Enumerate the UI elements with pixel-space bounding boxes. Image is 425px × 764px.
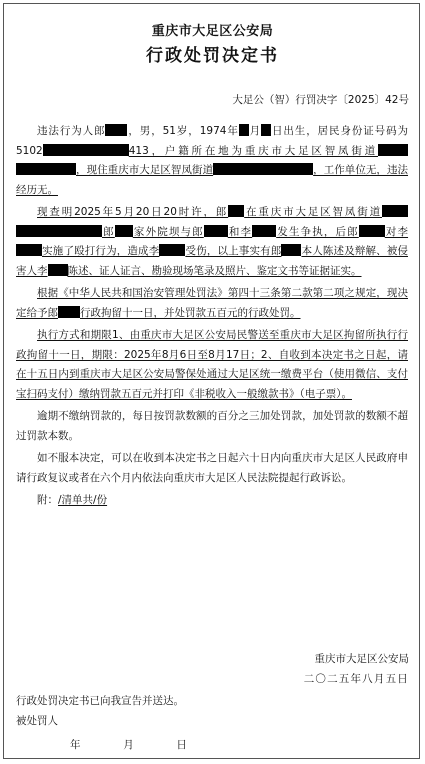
- redaction: [204, 225, 228, 237]
- text: 根据《中华人民共和国治安管理处罚法》第四十三条第二款第二项之规定，现决定给予郎: [16, 287, 408, 319]
- redaction: [228, 205, 244, 217]
- redaction: [252, 225, 276, 237]
- text: ，现住重庆市大足区智凤街道: [76, 164, 214, 176]
- text: 对李: [384, 225, 409, 238]
- text: 413，户籍所在地为重庆市大足区智凤街道: [128, 144, 378, 157]
- text: 和李: [227, 225, 253, 238]
- paragraph-late-penalty: 逾期不缴纳罚款的，每日按罚款数额的百分之三加处罚款，加处罚款的数额不超过罚款本数。: [16, 410, 408, 442]
- signing-authority: 重庆市大足区公安局: [314, 653, 409, 665]
- redaction: [239, 124, 249, 136]
- redaction: [261, 124, 271, 136]
- redaction: [359, 225, 385, 237]
- paragraph-facts: [16, 203, 408, 281]
- paragraph-appeal-rights: 如不服本决定，可以在收到本决定书之日起六十日内向重庆市大足区人民政府申请行政复议或者在六个月内依法向重庆市大足区人民法院提起行政诉讼。: [16, 452, 408, 484]
- redaction: [378, 144, 408, 156]
- redaction: [16, 225, 102, 237]
- redaction: [16, 163, 76, 175]
- redaction: [43, 144, 129, 156]
- recipient-signature-label: 被处罚人: [16, 715, 58, 727]
- redaction: [58, 306, 80, 318]
- text: 发生争执，后郎: [276, 225, 359, 238]
- text: 日出生，居民身份证号码为5102: [16, 125, 409, 157]
- text: 家外院坝与郎: [132, 225, 204, 238]
- redaction: [105, 124, 127, 136]
- text: 行政拘留十一日，并处罚款五百元的行政处罚。: [80, 306, 301, 319]
- signature-date-line: [70, 737, 187, 752]
- redaction: [281, 244, 301, 256]
- month-label: 月: [123, 739, 134, 751]
- text: 实施了殴打行为，造成李: [42, 245, 160, 257]
- text: ，男，51岁，1974年: [127, 125, 239, 137]
- attachment-list: /清单共/份: [58, 494, 108, 506]
- paragraph-offender: [16, 122, 408, 200]
- text: 月: [248, 125, 262, 137]
- text: ，工作单位无，违法经历无。: [16, 164, 409, 196]
- issue-date: 二〇二五年八月五日: [303, 673, 409, 685]
- document-number: 大足公（智）行罚决字〔2025〕42号: [232, 94, 409, 106]
- issuing-authority-heading: 重庆市大足区公安局: [151, 24, 274, 39]
- paragraph-attachment: [16, 491, 408, 511]
- text: 违法行为人郎: [37, 125, 106, 137]
- text: 在重庆市大足区智凤街道: [244, 206, 382, 218]
- redaction: [16, 244, 42, 256]
- text: 本人陈述及辩解、被侵害人李: [16, 245, 408, 277]
- redaction: [48, 264, 68, 276]
- text: 现查明2025年5月20日20时许，郎: [37, 206, 229, 218]
- year-label: 年: [70, 739, 81, 751]
- text: 陈述、证人证言、勘验现场笔录及照片、鉴定文书等证据证实。: [67, 264, 362, 277]
- text: 受伤，以上事实有郎: [185, 245, 282, 257]
- document-title: 行政处罚决定书: [146, 46, 279, 66]
- paragraph-execution: 执行方式和期限1、由重庆市大足区公安局民警送至重庆市大足区拘留所执行行政拘留十一日，期限：2025年8月6日至8月17日；2、自收到本决定书之日起，请在十五日内到重庆市大足区公安局警保处通过大足区统一缴费平台（使用微信、支付宝扫码支付）缴纳罚款五百元并打印《非税收入一般缴款书》（电子票）。: [16, 329, 408, 400]
- service-acknowledgement: 行政处罚决定书已向我宣告并送达。: [16, 695, 184, 707]
- text: 郎: [102, 225, 115, 238]
- paragraph-legal-basis: [16, 284, 408, 323]
- attachment-label: 附：: [37, 494, 58, 506]
- redaction: [382, 205, 408, 217]
- redaction: [213, 163, 313, 175]
- redaction: [115, 225, 133, 237]
- day-label: 日: [176, 739, 187, 751]
- redaction: [159, 244, 185, 256]
- document-body: [16, 122, 408, 511]
